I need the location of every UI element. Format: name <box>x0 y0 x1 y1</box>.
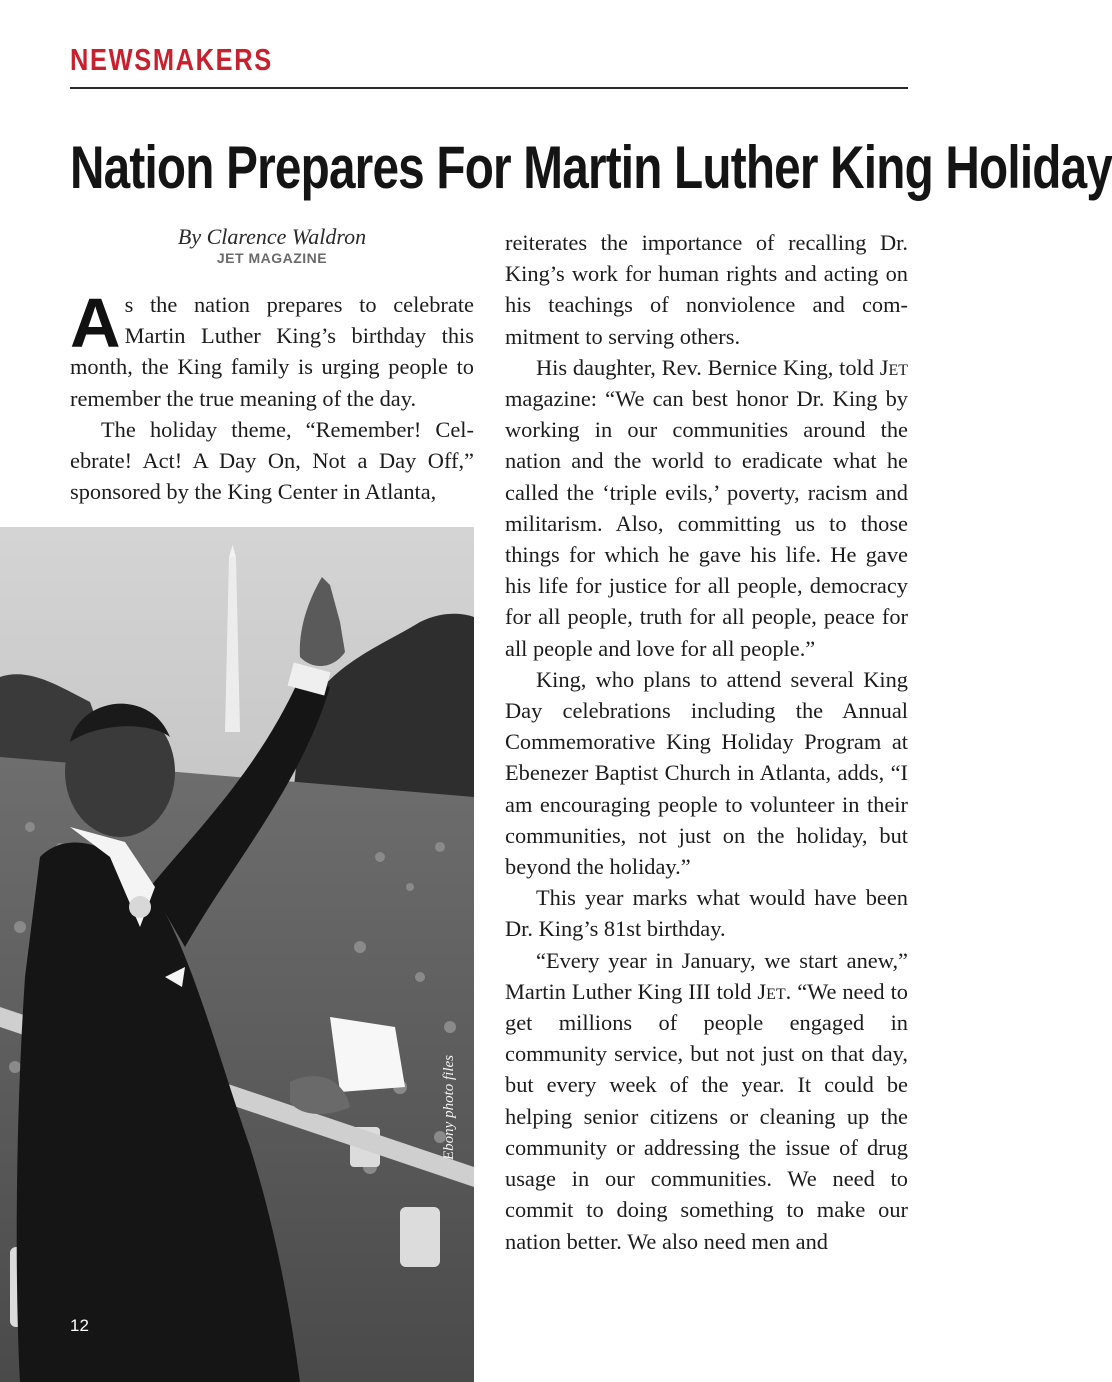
section-label: NEWSMAKERS <box>70 42 273 77</box>
byline-author: By Clarence Waldron <box>177 224 367 249</box>
page-number: 12 <box>70 1316 89 1335</box>
article-paragraph-3 <box>505 352 908 664</box>
paragraph-6-text-a: “Every year in January, we start anew,” Martin Luther King III told <box>505 947 908 1004</box>
paragraph-1-text: s the nation prepares to celebrate Martin Luther King’s birthday this month, the King family is urging people to remember the true meaning of the day. <box>70 292 474 411</box>
byline <box>70 224 474 266</box>
article-paragraph-5: This year marks what would have been Dr. King’s 81st birthday. <box>505 885 908 942</box>
drop-cap: A <box>70 284 121 362</box>
byline-publication: JET MAGAZINE <box>216 250 328 266</box>
paragraph-3-text-a: His daughter, Rev. Bernice King, told <box>536 354 880 380</box>
article-paragraph-1 <box>70 284 474 414</box>
article-paragraph-4: King, who plans to attend several King Day celebrations including the Annual Commemorative King Holiday Program at Ebenezer Baptist Church in Atlanta, adds, “I am encouraging people to volunteer in their communities, not just on the holiday, but beyond the holiday.” <box>505 666 908 880</box>
paragraph-3-text-b: magazine: “We can best honor Dr. King by working in our communities around the nation and the world to eradicate what he called the ‘triple evils,’ poverty, racism and militarism. Also, committing us to those things for which he gave his life. He gave his life for justice for all people, democracy for all people, truth for all people, peace for all people and love for all people.” <box>505 386 908 661</box>
photo-credit: Ebony photo files <box>441 1055 457 1160</box>
mlk-photo <box>0 527 474 1382</box>
mlk-photo-illustration <box>0 527 474 1382</box>
header-rule <box>70 87 908 89</box>
headline: Nation Prepares For Martin Luther King Holiday <box>70 134 1112 201</box>
article-paragraph-2: The holiday theme, “Remember! Celebrate! Act! A Day On, Not a Day Off,” sponsored by the King Center in Atlanta, <box>70 416 474 505</box>
jet-name: Jet <box>757 978 786 1004</box>
jet-name: Jet <box>879 354 908 380</box>
paragraph-6-text-b: . “We need to get millions of people engaged in community service, but not just on that day, but every week of the year. It could be helping senior citizens or cleaning up the community or addressing the issue of drug usage in our communities. We need to commit to doing something to make our nation better. We also need men and <box>505 978 908 1254</box>
article-paragraph-6 <box>505 945 908 1257</box>
article-paragraph-2-continued: reiterates the importance of recalling Dr. King’s work for human rights and acting on his teachings of nonviolence and commitment to serving others. <box>505 230 908 349</box>
article-column-right <box>505 227 908 1257</box>
article-column-left <box>70 284 474 507</box>
